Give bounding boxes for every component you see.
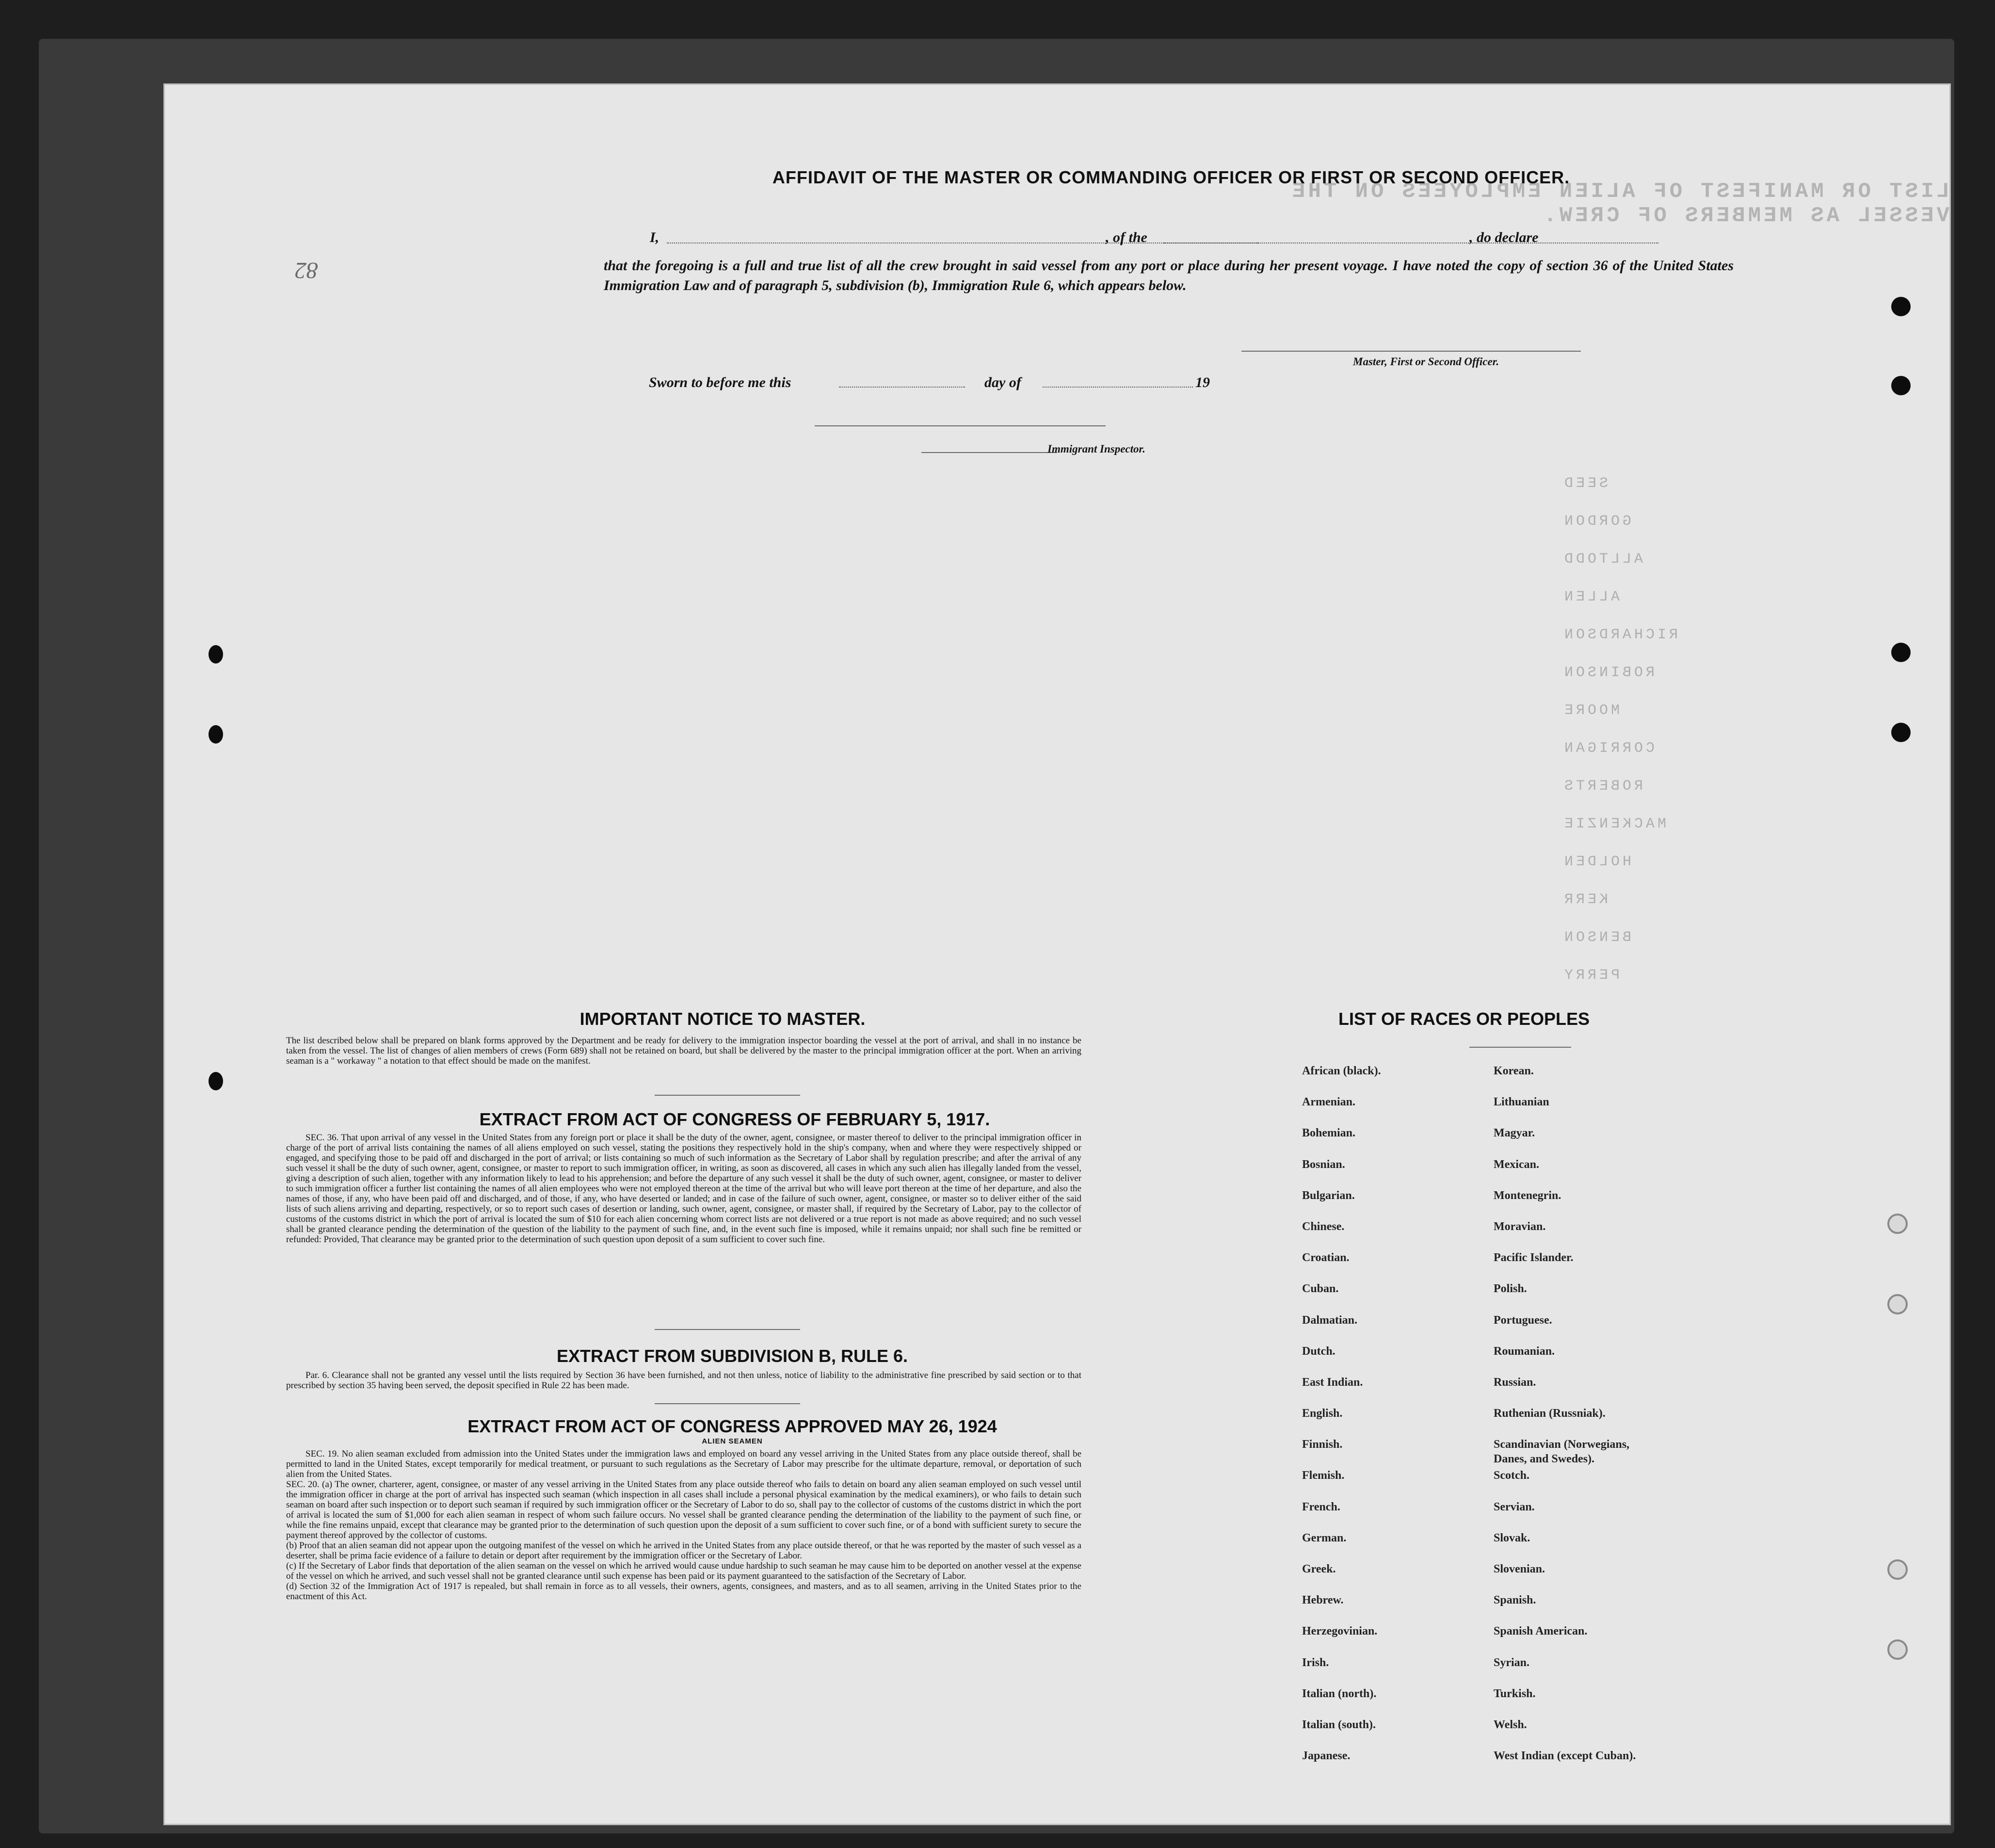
race-entry: Scotch. <box>1494 1469 1529 1482</box>
race-entry: Japanese. <box>1302 1750 1351 1763</box>
binder-hole <box>209 725 223 744</box>
race-entry: Croatian. <box>1302 1251 1350 1264</box>
notice-text: The list described below shall be prepared on blank forms approved by the Department and be ready for delivery to the immigration inspector boarding the vessel at the port of arrival, and shall in no instance be taken from the vessel. The list of changes of alien members of crews (Form 689) shall not be retained on board, but shall be delivered by the master to the principal immigration officer at the port. When an arriving seaman is a " workaway " a notation to that effect should be made on the manifest. <box>286 1036 1081 1066</box>
handwritten-page-number: 82 <box>295 258 318 283</box>
bleed-through-name: PERRY <box>1561 967 1620 984</box>
extract-1924-title: EXTRACT FROM ACT OF CONGRESS APPROVED MAY 26, 1924 <box>467 1416 997 1436</box>
race-entry: Cuban. <box>1302 1282 1339 1296</box>
race-entry: Finnish. <box>1302 1438 1343 1451</box>
race-entry: French. <box>1302 1500 1340 1513</box>
race-entry: Welsh. <box>1494 1718 1527 1731</box>
sworn-month-field[interactable] <box>1043 387 1193 388</box>
race-entry: Dutch. <box>1302 1345 1335 1358</box>
race-entry: African (black). <box>1302 1065 1381 1077</box>
race-entry: Hebrew. <box>1302 1594 1344 1607</box>
race-entry: Slovenian. <box>1494 1563 1545 1575</box>
binder-hole <box>1891 723 1911 742</box>
bleed-through-name: CORRIGAN <box>1561 740 1655 757</box>
race-entry: Armenian. <box>1302 1096 1355 1109</box>
race-entry: Bohemian. <box>1302 1127 1356 1140</box>
bleed-through-header: LIST OR MANIFEST OF ALIEN EMPLOYEES ON THE VESSEL AS MEMBERS OF CREW. <box>1289 179 1949 228</box>
binder-hole <box>209 1072 223 1090</box>
inspector-line-top[interactable] <box>815 425 1106 426</box>
race-entry: Lithuanian <box>1494 1096 1549 1109</box>
bleed-through-name: GORDON <box>1561 513 1632 530</box>
race-entry: Herzegovinian. <box>1302 1625 1378 1638</box>
race-entry: Servian. <box>1494 1500 1535 1513</box>
races-divider <box>1469 1047 1571 1048</box>
extract-1917-title: EXTRACT FROM ACT OF CONGRESS OF FEBRUARY 5, 1917. <box>479 1109 990 1129</box>
race-entry: Spanish. <box>1494 1594 1536 1607</box>
race-entry: Bulgarian. <box>1302 1189 1355 1202</box>
race-entry: East Indian. <box>1302 1376 1363 1389</box>
notice-title: IMPORTANT NOTICE TO MASTER. <box>579 1009 866 1029</box>
binder-hole <box>1891 376 1911 395</box>
document-page <box>165 85 1949 1824</box>
affidavit-line-declare: , do declare <box>1469 229 1539 245</box>
bleed-through-name: ROBERTS <box>1561 778 1643 794</box>
race-entry: Polish. <box>1494 1282 1527 1296</box>
inspector-line[interactable] <box>921 452 1057 453</box>
extract-rule6-title: EXTRACT FROM SUBDIVISION B, RULE 6. <box>556 1346 908 1366</box>
race-entry: Mexican. <box>1494 1158 1539 1171</box>
race-entry: Roumanian. <box>1494 1345 1555 1358</box>
affidavit-body: that the foregoing is a full and true list of all the crew brought in said vessel from any port or place during her present voyage. I have noted the copy of section 36 of the United States Immigration Law and of paragraph 5, subdivision (b), Immigration Rule 6, which appears below. <box>604 258 1734 293</box>
bleed-through-name: ALLEN <box>1561 589 1620 605</box>
races-right-column <box>1494 1064 1736 1780</box>
binder-hole <box>1887 1214 1908 1234</box>
race-entry: Irish. <box>1302 1656 1329 1669</box>
binder-hole <box>1887 1639 1908 1660</box>
extract-1924-text: SEC. 19. No alien seaman excluded from admission into the United States under the immigration laws and employed on board any vessel arriving in the United States from any place outside thereof, shall be permitted to land in the United States, except temporarily for medical treatment, or pursuant to such regulations as the Secretary of Labor may prescribe for the ultimate departure, removal, or deportation of such alien from the United States. SEC. 20. (a) The owner, charterer, agent, consignee, or master of any vessel arriving in the United States from any place outside thereof who fails to detain on board any alien seaman employed on such vessel until the immigration officer in charge at the port of arrival has inspected such seaman (which inspection in all cases shall include a personal physical examination by the medical examiners), or who fails to detain such seaman on board after such inspection or to deport such seaman if required by such immigration officer or the Secretary of Labor to do so, shall pay to the collector of customs of the customs district in which the port of arrival is located the sum of $1,000 for each alien seaman in respect of whom such failure occurs. No vessel shall be granted clearance pending the determination of the liability to the payment of such fine, or while the fine remains unpaid, except that clearance may be granted prior to the determination of such question upon the deposit of a sum sufficient to cover such fine, or of a bond with sufficient surety to secure the payment thereof approved by the collector of customs. (b) Proof that an alien seaman did not appear upon the outgoing manifest of the vessel on which he arrived in the United States from any place outside thereof, or that he was reported by the master of such vessel as a deserter, shall be prima facie evidence of a failure to detain or deport after requirement by the immigration officer or the Secretary of Labor. (c) If the Secretary of Labor finds that deportation of the alien seaman on the vessel on which he arrived would cause undue hardship to such seaman he may cause him to be deported on another vessel at the expense of the vessel on which he arrived, and such vessel shall not be granted clearance until such expense has been paid or its payment guaranteed to the satisfaction of the Secretary of Labor. (d) Section 32 of the Immigration Act of 1917 is repealed, but shall remain in force as to all vessels, their owners, agents, consignees, and masters, and as to all seamen, arriving in the United States prior to the enactment of this Act. <box>286 1449 1081 1602</box>
race-entry: Pacific Islander. <box>1494 1251 1574 1264</box>
race-entry: Turkish. <box>1494 1687 1536 1700</box>
race-entry: Slovak. <box>1494 1531 1530 1544</box>
race-entry: Ruthenian (Russniak). <box>1494 1407 1606 1420</box>
race-entry: Chinese. <box>1302 1220 1345 1233</box>
notice-divider <box>655 1095 800 1096</box>
race-entry: West Indian (except Cuban). <box>1494 1750 1636 1763</box>
race-entry: Moravian. <box>1494 1220 1546 1233</box>
extract-rule6-divider <box>655 1403 800 1404</box>
binder-hole <box>209 645 223 664</box>
binder-hole <box>1891 297 1911 316</box>
sworn-date-field[interactable] <box>839 387 965 388</box>
affidavit-line-i: I, <box>650 229 660 245</box>
bleed-through-name: KERR <box>1561 892 1609 908</box>
race-entry: Korean. <box>1494 1065 1534 1077</box>
extract-1924-subtitle: ALIEN SEAMEN <box>702 1437 763 1445</box>
race-entry: Magyar. <box>1494 1127 1535 1140</box>
bleed-through-name: RICHARDSON <box>1561 627 1678 643</box>
race-entry: Dalmatian. <box>1302 1313 1357 1327</box>
bleed-through-name: HOLDEN <box>1561 854 1632 870</box>
sworn-year: 19 <box>1195 374 1210 390</box>
signature-caption: Master, First or Second Officer. <box>1353 356 1499 368</box>
races-left-column <box>1302 1064 1486 1780</box>
race-entry: Italian (north). <box>1302 1687 1377 1700</box>
affidavit-line-of-the: , of the <box>1106 229 1147 245</box>
bleed-through-name: MACKENZIE <box>1561 816 1667 832</box>
race-entry: Montenegrin. <box>1494 1189 1561 1202</box>
race-entry: Scandinavian (Norwegians, Danes, and Swedes). <box>1494 1438 1630 1466</box>
sworn-day-of: day of <box>984 374 1021 390</box>
binder-hole <box>1891 643 1911 662</box>
binder-hole <box>1887 1294 1908 1314</box>
bleed-through-name: ROBINSON <box>1561 665 1655 681</box>
race-entry: Bosnian. <box>1302 1158 1345 1171</box>
bleed-through-name: SEED <box>1561 475 1609 492</box>
race-entry: Flemish. <box>1302 1469 1345 1482</box>
race-entry: Syrian. <box>1494 1656 1530 1669</box>
bleed-through-name: BENSON <box>1561 929 1632 946</box>
binder-hole <box>1887 1559 1908 1580</box>
race-entry: Russian. <box>1494 1376 1536 1389</box>
inspector-caption: Immigrant Inspector. <box>1047 443 1145 455</box>
signature-line[interactable] <box>1241 351 1581 352</box>
affidavit-title: AFFIDAVIT OF THE MASTER OR COMMANDING OFFICER OR FIRST OR SECOND OFFICER. <box>772 167 1570 187</box>
races-title: LIST OF RACES OR PEOPLES <box>1338 1009 1590 1029</box>
race-entry: English. <box>1302 1407 1343 1420</box>
bleed-through-name: MOORE <box>1561 702 1620 719</box>
race-entry: Greek. <box>1302 1563 1336 1575</box>
sworn-prefix: Sworn to before me this <box>649 374 791 390</box>
race-entry: Portuguese. <box>1494 1313 1552 1327</box>
extract-1917-text: SEC. 36. That upon arrival of any vessel in the United States from any foreign port or place it shall be the duty of the owner, agent, consignee, or master thereof to deliver to the principal immigration officer in charge of the port of arrival lists containing the names of all aliens employed on such vessel, stating the positions they respectively hold in the ship's company, when and where they were respectively shipped or engaged, and specifying those to be paid off and discharged in the port of arrival; or lists containing so much of such information as the Secretary of Labor shall by regulation prescribe; and after the arrival of any such vessel it shall be the duty of such owner, agent, consignee, or master to report to such immigration officer, in writing, as soon as discovered, all cases in which any such alien has illegally landed from the vessel, giving a description of such alien, together with any information likely to lead to his apprehension; and before the departure of any such vessel it shall be the duty of such owner, agent, consignee, or master to deliver to such immigration officer a further list containing the names of all alien employees who were not employed thereon at the time of the arrival but who will leave port thereon at the time of her departure, and also the names of those, if any, who have been paid off and discharged, and of those, if any, who have deserted or landed; and in case of the failure of such owner, agent, consignee, or master so to deliver either of the said lists of such aliens arriving and departing, respectively, or so to report such cases of desertion or landing, such owner, agent, consignee, or master shall, if required by the Secretary of Labor, pay to the collector of customs of the customs district in which the port of arrival is located the sum of $10 for each alien concerning whom correct lists are not delivered or a true report is not made as above required; and no such vessel shall be granted clearance pending the determination of the question of the liability to the payment of such fine, and, in the event such fine is imposed, while it remains unpaid; nor shall such fine be remitted or refunded: Provided, That clearance may be granted prior to the determination of such question upon deposit of a sum sufficient to cover such fine. <box>286 1133 1081 1245</box>
race-entry: Italian (south). <box>1302 1718 1376 1731</box>
race-entry: German. <box>1302 1531 1347 1544</box>
extract-rule6-text: Par. 6. Clearance shall not be granted any vessel until the lists required by Section 36 have been furnished, and not then unless, notice of liability to the administrative fine prescribed by said section or to that prescribed by section 35 having been served, the deposit specified in Rule 22 has been made. <box>286 1370 1081 1391</box>
race-entry: Spanish American. <box>1494 1625 1588 1638</box>
bleed-through-name: ALLTODD <box>1561 551 1643 567</box>
extract-1917-divider <box>655 1329 800 1330</box>
